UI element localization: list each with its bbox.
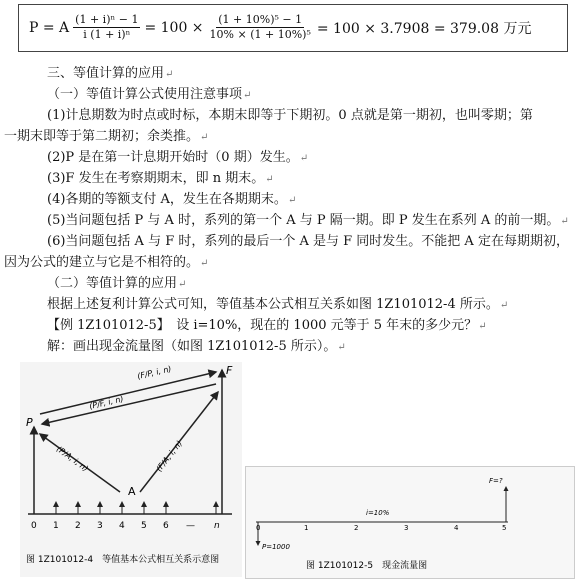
tick-0: 0 bbox=[256, 524, 261, 532]
fraction-1-numerator: (1 + i)ⁿ − 1 bbox=[75, 13, 139, 26]
tick-2: 2 bbox=[75, 521, 81, 531]
tick-6: 6 bbox=[163, 521, 169, 531]
formula-fraction-1 bbox=[73, 13, 140, 42]
label-f: F bbox=[226, 364, 233, 377]
fraction-1-denominator: i (1 + i)ⁿ bbox=[83, 28, 131, 41]
formula-box bbox=[18, 4, 568, 52]
paragraph-1b: 一期末即等于第二期初；余类推。↵ bbox=[4, 129, 209, 144]
label-f-a: (F/A, i, n) bbox=[154, 438, 185, 474]
tick-3: 3 bbox=[97, 521, 103, 531]
subsection-heading-2: （二）等值计算的应用↵ bbox=[47, 276, 187, 291]
formula-lhs: P = A bbox=[29, 19, 70, 36]
figure-cash-flow bbox=[245, 466, 575, 579]
paragraph-1a: (1)计息期数为时点或时标，本期末即等于下期初。0 点就是第一期初，也叫零期；第 bbox=[47, 108, 533, 123]
paragraph-6a: (6)当问题包括 A 与 F 时，系列的最后一个 A 是与 F 同时发生。不能把 A 定在每期期初， bbox=[47, 234, 569, 249]
label-p-f: (P/F, i, n) bbox=[88, 394, 125, 411]
tick-2: 2 bbox=[354, 524, 359, 532]
paragraph-6b: 因为公式的建立与它是不相符的。↵ bbox=[4, 255, 209, 270]
solution-line: 解：画出现金流量图（如图 1Z101012-5 所示）。↵ bbox=[47, 339, 346, 354]
label-f-p: (F/P, i, n) bbox=[136, 364, 173, 381]
section-heading-3: 三、等值计算的应用↵ bbox=[47, 66, 174, 81]
tick-dash: — bbox=[186, 521, 195, 531]
figure-5-caption: 图 1Z101012-5 现金流量图 bbox=[306, 561, 428, 571]
fraction-2-numerator: (1 + 10%)⁵ − 1 bbox=[218, 13, 303, 26]
tick-1: 1 bbox=[53, 521, 59, 531]
paragraph-7: 根据上述复利计算公式可知，等值基本公式相互关系如图 1Z101012-4 所示。↵ bbox=[47, 297, 509, 312]
tick-n: n bbox=[214, 521, 220, 531]
formula-eq1: = 100 × bbox=[144, 19, 204, 36]
example-heading: 【例 1Z101012-5】 设 i=10%，现在的 1000 元等于 5 年末的多少元？↵ bbox=[47, 318, 487, 333]
paragraph-2: (2)P 是在第一计息期开始时（0 期）发生。↵ bbox=[47, 150, 309, 165]
tick-1: 1 bbox=[304, 524, 309, 532]
annuity-present-value-formula bbox=[29, 13, 531, 42]
equivalence-diagram bbox=[20, 362, 242, 577]
figure-4-caption: 图 1Z101012-4 等值基本公式相互关系示意图 bbox=[26, 555, 220, 565]
cash-flow-diagram bbox=[246, 467, 574, 578]
tick-3: 3 bbox=[404, 524, 409, 532]
rate-label: i=10% bbox=[366, 509, 390, 517]
formula-result: = 100 × 3.7908 = 379.08 万元 bbox=[316, 20, 532, 37]
tick-4: 4 bbox=[454, 524, 459, 532]
figure-equivalence-relations bbox=[20, 362, 242, 577]
paragraph-5: (5)当问题包括 P 与 A 时，系列的第一个 A 与 P 隔一期。即 P 发生在系列 A 的前一期。↵ bbox=[47, 213, 569, 228]
p-value-label: P=1000 bbox=[262, 543, 290, 551]
formula-fraction-2 bbox=[208, 13, 313, 42]
f-unknown-label: F=? bbox=[489, 477, 503, 485]
f-p-arrow bbox=[40, 372, 216, 414]
p-f-arrow bbox=[42, 384, 216, 424]
tick-0: 0 bbox=[31, 521, 37, 531]
tick-4: 4 bbox=[119, 521, 125, 531]
label-a: A bbox=[128, 485, 136, 498]
paragraph-4: (4)各期的等额支付 A，发生在各期期末。↵ bbox=[47, 192, 297, 207]
label-p-a: (P/A, i, n) bbox=[54, 444, 90, 474]
fraction-2-denominator: 10% × (1 + 10%)⁵ bbox=[209, 28, 311, 41]
tick-5: 5 bbox=[141, 521, 147, 531]
tick-5: 5 bbox=[502, 524, 507, 532]
paragraph-3: (3)F 发生在考察期期末，即 n 期末。↵ bbox=[47, 171, 274, 186]
label-p: P bbox=[26, 416, 33, 429]
subsection-heading-1: （一）等值计算公式使用注意事项↵ bbox=[47, 87, 252, 102]
